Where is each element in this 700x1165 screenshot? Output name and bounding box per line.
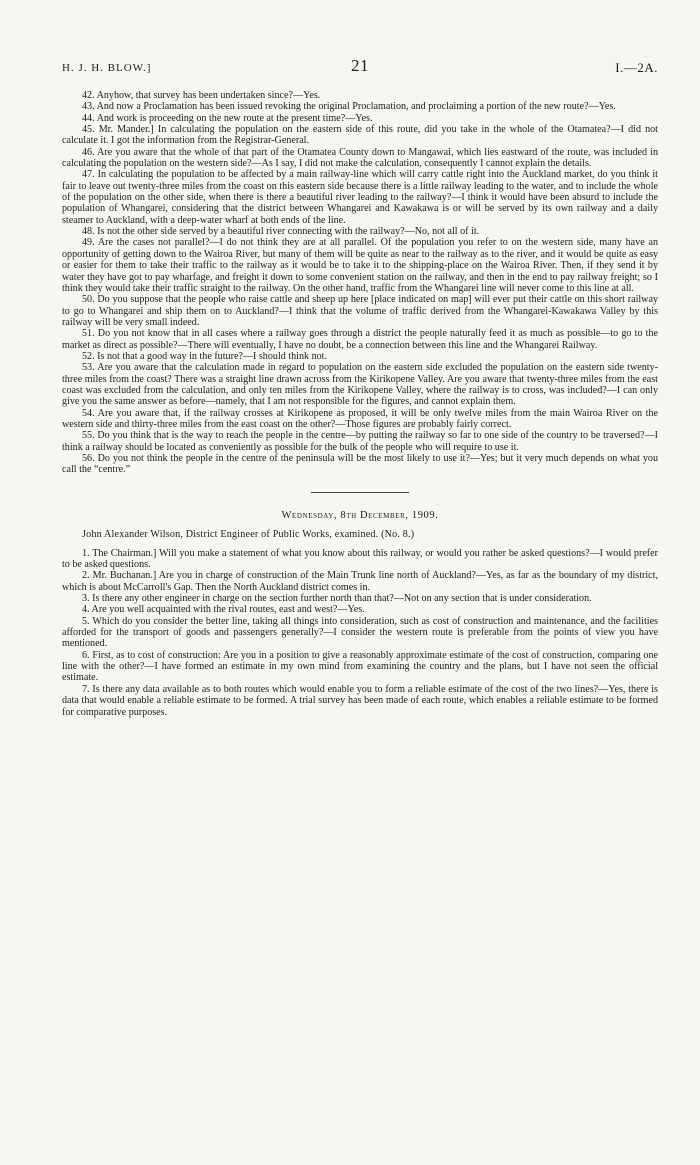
page-header bbox=[62, 58, 658, 78]
question-paragraph: 45. Mr. Mander.] In calculating the population on the eastern side of this route, did you take in the whole of the Otamatea?—I did not calculate it. I got the information from the Registrar-General. bbox=[62, 124, 658, 147]
question-paragraph: 51. Do you not know that in all cases where a railway goes through a district the people naturally feed it as much as possible—to go to the market as direct as possible?—There will eventually, I have no doubt, be a connection between this line and the Whangarei Railway. bbox=[62, 328, 658, 351]
question-paragraph: 44. And work is proceeding on the new route at the present time?—Yes. bbox=[82, 112, 373, 124]
question-paragraph: 53. Are you aware that the calculation made in regard to population on the eastern side excluded the population on the eastern side twenty-three miles from the coast? There was a straight line drawn across from the Kirikopene Valley. Are you aware that twenty-three miles from the east coast was excluded from the calculation, and only ten miles from the Kirikopene Valley, where the railway is to cross, was included?—I can only give you the same answer as before—namely, that I am not responsible for the figures, and cannot explain them. bbox=[62, 362, 658, 408]
question-paragraph: 3. Is there any other engineer in charge on the section further north than that?—Not on any section that is under consideration. bbox=[82, 593, 592, 605]
question-paragraph: 4. Are you well acquainted with the rival routes, east and west?—Yes. bbox=[82, 604, 365, 616]
question-paragraph: 6. First, as to cost of construction: Are you in a position to give a reasonably approximate estimate of the cost of construction, comparing one line with the other?—I have formed an estimate in my own mind from examining the country and the plans, but I have not seen the official estimate. bbox=[62, 649, 658, 684]
question-paragraph: 48. Is not the other side served by a beautiful river connecting with the railway?—No, not all of it. bbox=[82, 226, 480, 238]
session-date: Wednesday, 8th December, 1909. bbox=[281, 509, 439, 521]
question-paragraph: 43. And now a Proclamation has been issued revoking the original Proclamation, and proclaiming a portion of the new route?—Yes. bbox=[82, 101, 616, 113]
question-paragraph: 55. Do you think that is the way to reach the people in the centre—by putting the railway so far to one side of the country to be traversed?—I think a railway should be located as conveniently as possible for the bulk of the people who will require to use it. bbox=[62, 430, 658, 453]
question-paragraph: 52. Is not that a good way in the future?—I should think not. bbox=[82, 350, 328, 362]
document-reference: I.—2A. bbox=[615, 60, 658, 75]
witness-heading: John Alexander Wilson, District Engineer of Public Works, examined. (No. 8.) bbox=[82, 528, 415, 540]
question-paragraph: 47. In calculating the population to be affected by a main railway-line which will carry cattle right into the Auckland market, do you think it fair to leave out twenty-three miles from the coast on this eastern side because there is a little railway leading to the water, and to include the whole of the population on the other side, when there is there a beautiful river leading to the railway?—I think it would have been absurd to include the population of Whangarei, considering that the district between Whangarei and Kawakawa is or will be served by its own railway and a daily steamer to Auckland, with a deep-water wharf at both ends of the line. bbox=[62, 169, 658, 226]
page-number: 21 bbox=[351, 56, 369, 75]
question-paragraph: 1. The Chairman.] Will you make a statement of what you know about this railway, or would you rather be asked questions?—I would prefer to be asked questions. bbox=[62, 547, 658, 571]
question-paragraph: 7. Is there any data available as to both routes which would enable you to form a reliable estimate of the cost of the two lines?—Yes, there is data that would enable a reliable estimate to be formed. A trial survey has been made of each route, which enables a reliable estimate to be formed for comparative purposes. bbox=[62, 683, 658, 718]
question-paragraph: 46. Are you aware that the whole of that part of the Otamatea County down to Mangawai, which lies eastward of the route, was included in calculating the population on the western side?—As I say, I did not make the calculation, consequently I cannot explain the details. bbox=[62, 146, 658, 170]
evidence-part-1 bbox=[62, 90, 658, 476]
section-divider bbox=[311, 492, 409, 493]
question-paragraph: 49. Are the cases not parallel?—I do not think they are at all parallel. Of the population you refer to on the western side, many have an opportunity of getting down to the Wairoa River, but many of them will be quite as near to the railway as to the river, and it would be quite as easy or easier for them to take their traffic to the railway as it would be to take it to the shipping-place on the Wairoa River. Then, if they send it by water they have got to pay wharfage, and freight it down to some convenient station on the railway, and then in the end to pay railway freight; so I think they would take their traffic straight to the railway. On the other hand, traffic from the Whangarei line will never come to this line at all. bbox=[62, 237, 658, 294]
question-paragraph: 56. Do you not think the people in the centre of the peninsula will be the most likely to use it?—Yes; but it very much depends on what you call the “centre.” bbox=[62, 453, 658, 476]
header-witness-name: H. J. H. BLOW.] bbox=[62, 62, 152, 74]
evidence-part-2 bbox=[62, 548, 658, 718]
question-paragraph: 5. Which do you consider the better line, taking all things into consideration, such as cost of construction and maintenance, and the facilities afforded for the transport of goods and passengers generally?—I consider the western route is preferable from the points of view you have mentioned. bbox=[62, 615, 658, 650]
question-paragraph: 54. Are you aware that, if the railway crosses at Kirikopene as proposed, it will be only twelve miles from the main Wairoa River on the western side and thirty-three miles from the east coast on the other?—Those figures are probably fairly correct. bbox=[62, 407, 658, 430]
document-page bbox=[62, 58, 658, 718]
question-paragraph: 42. Anyhow, that survey has been undertaken since?—Yes. bbox=[82, 90, 321, 101]
question-paragraph: 2. Mr. Buchanan.] Are you in charge of construction of the Main Trunk line north of Auckland?—Yes, as far as the boundary of my district, which is about McCarroll's Gap. Then the North Auckland district comes in. bbox=[62, 570, 658, 593]
question-paragraph: 50. Do you suppose that the people who raise cattle and sheep up here [place indicated on map] will ever put their cattle on this short railway to go to Whangarei and ship them on to Auckland?—I think that the volume of traffic derived from the Whangarei-Kawakawa Valley by this railway will be very small indeed. bbox=[62, 294, 658, 328]
